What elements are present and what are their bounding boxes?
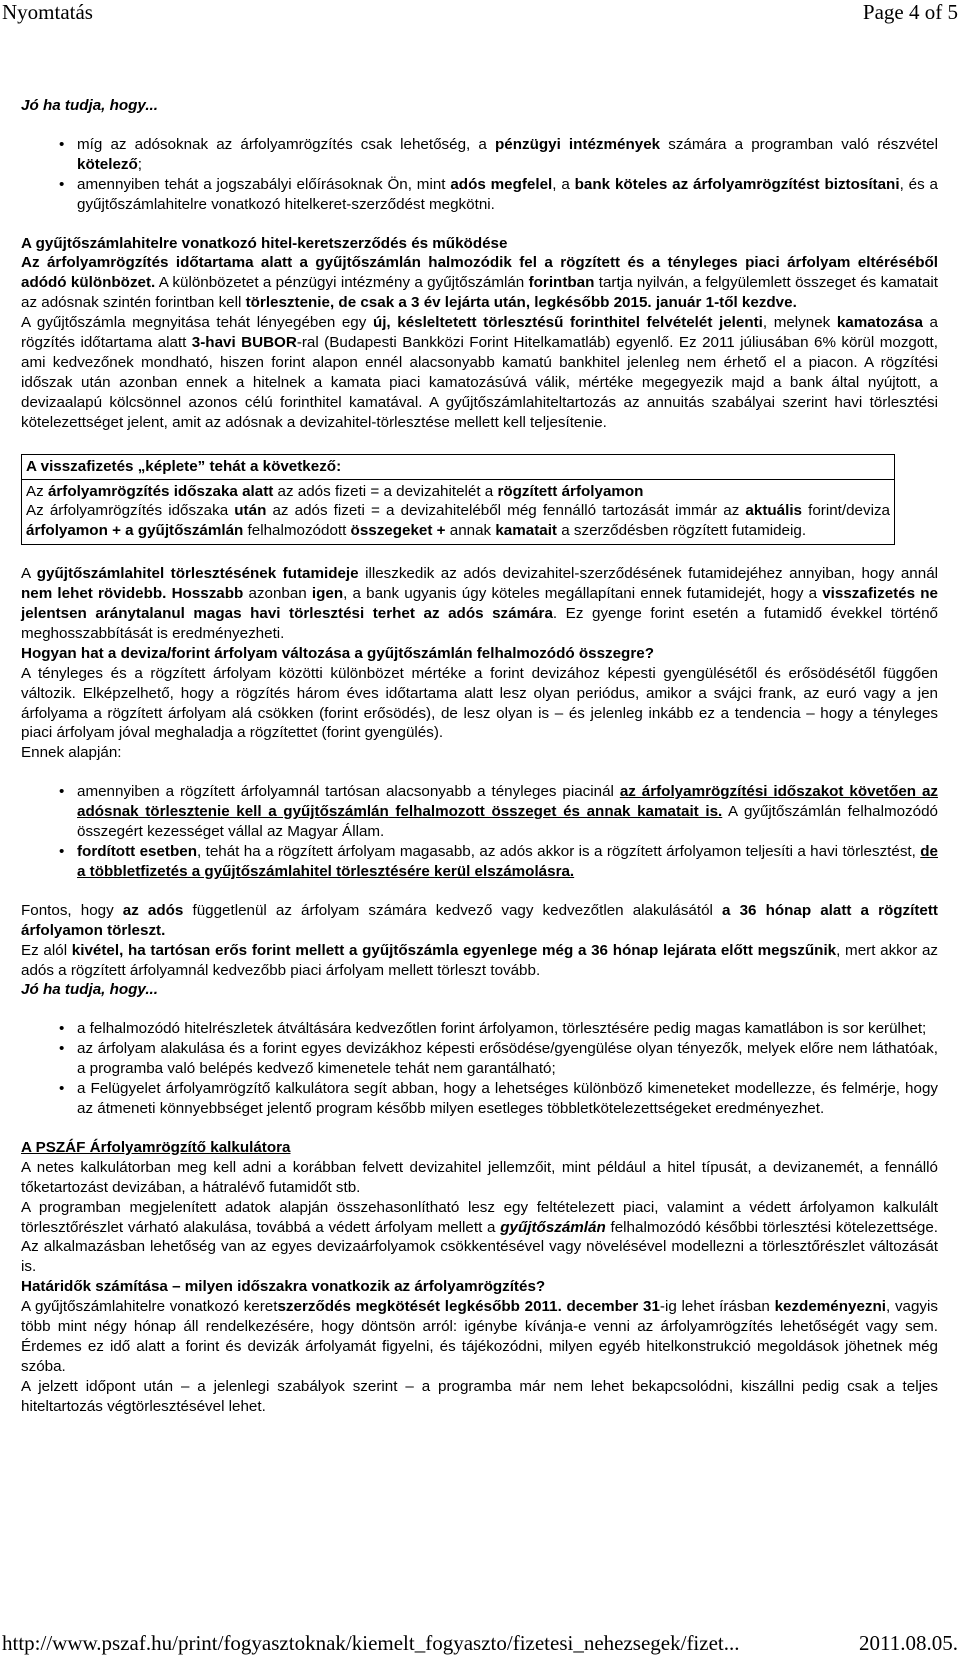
paragraph: A jelzett időpont után – a jelenlegi szabályok szerint – a programba már nem lehet bekapcsolódni, kiszállni pedig csak a teljes hiteltartozás végtörlesztésével lehet. xyxy=(21,1377,938,1415)
section-title: A PSZÁF Árfolyamrögzítő kalkulátora xyxy=(21,1138,291,1156)
paragraph: Fontos, hogy az adós függetlenül az árfolyam számára kedvező vagy kedvezőtlen alakulásától a 36 hónap alatt a rögzített árfolyamon törleszt. xyxy=(21,901,938,939)
list-item: • a felhalmozódó hitelrészletek átváltására kedvezőtlen forint árfolyamon, törlesztésére pedig magas kamatlábon is sor kerülhet; xyxy=(21,1019,938,1039)
bullet-list xyxy=(21,135,938,215)
document-body xyxy=(21,96,938,1417)
paragraph: Ennek alapján: xyxy=(21,744,122,762)
section-heading: Jó ha tudja, hogy... xyxy=(21,981,158,999)
paragraph: A gyűjtőszámlahitel törlesztésének futamideje illeszkedik az adós devizahitel-szerződésének futamidejéhez annyiban, hogy annál nem lehet rövidebb. Hosszabb azonban igen, a bank ugyanis úgy köteles megállapítani ennek futamidejét, hogy a visszafizetés ne jelentsen aránytalanul magas havi törlesztési terhet az adós számára. Ez gyenge forint esetén a futamidő évekkel történő meghosszabbítását is eredményezheti. xyxy=(21,565,939,642)
print-footer xyxy=(0,1628,960,1658)
paragraph: A gyűjtőszámla megnyitása tehát lényegében egy új, késleltetett törlesztésű forinthitel felvételét jelenti, melynek kamatozása a rögzítés időtartama alatt 3-havi BUBOR-ral (Budapesti Bankközi Forint Hitelkamatláb) egyenlő. Ez 2011 júliusában 6% körül mozgott, ami kedvezőnek mondható, hiszen forint alapon ennél alacsonyabb kamatú bankhitel jelenleg nem érhető el a piacon. A rögzítési időszak után azonban ennek a hitelnek a kamata piaci kamatozásúvá válik, mértéke megegyezik majd a bank által nyújtott, a devizaalapú kölcsönnel azonos célú forinthitel kamatával. A gyűjtőszámlahiteltartozás az annuitás szabályai szerint havi törlesztési kötelezettséget jelent, amit az adósnak a devizahitel-törlesztése mellett kell teljesítenie. xyxy=(21,314,939,431)
page-url: http://www.pszaf.hu/print/fogyasztoknak/kiemelt_fogyaszto/fizetesi_nehezsegek/fizet... xyxy=(2,1631,740,1655)
bullet-list xyxy=(21,782,938,882)
header-title: Nyomtatás xyxy=(2,0,93,24)
list-item: • a Felügyelet árfolyamrögzítő kalkulátora segít abban, hogy a lehetséges különböző kimeneteket modellezze, és felmérje, hogy az átmeneti könnyebbséget jelentő program később milyen esetleges többletkötelezettségeket eredményezhet. xyxy=(21,1079,938,1119)
paragraph: Ez alól kivétel, ha tartósan erős forint mellett a gyűjtőszámla egyenlege még a 36 hónap lejárata előtt megszűnik, mert akkor az adós a rögzített árfolyamnál kedvezőbb piaci árfolyam mellett törleszt tovább. xyxy=(21,941,939,979)
list-item: • míg az adósoknak az árfolyamrögzítés csak lehetőség, a pénzügyi intézmények számára a programban való részvétel kötelező; xyxy=(21,135,938,175)
list-item: • fordított esetben, tehát ha a rögzített árfolyam magasabb, az adós akkor is a rögzített árfolyamon teljesíti a havi törlesztést, de a többletfizetés a gyűjtőszámlahitel törlesztésére kerül elszámolásra. xyxy=(21,842,938,882)
paragraph: A tényleges és a rögzített árfolyam közötti különbözet mértéke a forint devizához képesti gyengülésétől és erősödésétől függően változik. Elképzelhető, hogy a rögzítés három éves időtartama alatt lesz olyan periódus, amikor a svájci frank, az euró vagy a jen árfolyama a rögzített árfolyam alá csökken (forint erősödés), de lesz olyan is – és jelenleg inkább ez a tendencia – hogy a tényleges piaci árfolyam jóval meghaladja a rögzítettet (forint gyengülés). xyxy=(21,664,938,742)
section-title: A gyűjtőszámlahitelre vonatkozó hitel-keretszerződés és működése xyxy=(21,234,508,252)
bullet-list xyxy=(21,1019,938,1119)
paragraph: A programban megjelenített adatok alapján összehasonlítható lesz egy feltételezett piaci, valamint a védett árfolyamon kalkulált törlesztőrészlet várható alakulása, továbbá a védett árfolyam mellett a gyűjtőszámlán felhalmozódó későbbi törlesztési kötelezettsége. Az alkalmazásban lehetőség van az egyes devizaárfolyamok csökkentésével vagy növelésével modellezni a törlesztőrészlet változását is. xyxy=(21,1198,939,1276)
formula-line: Az árfolyamrögzítés időszaka után az adós fizeti = a devizahiteléből még fennálló tartozását immár az aktuális forint/deviza árfolyamon + a gyűjtőszámlán felhalmozódott összegeket + annak kamatait a szerződésben rögzített futamideig. xyxy=(26,502,890,540)
formula-line: Az árfolyamrögzítés időszaka alatt az adós fizeti = a devizahitelét a rögzített árfolyamon xyxy=(26,482,644,500)
list-item: • amennyiben tehát a jogszabályi előírásoknak Ön, mint adós megfelel, a bank köteles az árfolyamrögzítést biztosítani, és a gyűjtőszámlahitelre vonatkozó hitelkeret-szerződést megkötni. xyxy=(21,175,938,215)
formula-box-title: A visszafizetés „képlete” tehát a következő: xyxy=(22,455,894,480)
list-item: • amennyiben a rögzített árfolyamnál tartósan alacsonyabb a tényleges piacinál az árfolyamrögzítési időszakot követően az adósnak törlesztenie kell a gyűjtőszámlán felhalmozott összeget és annak kamatait is. A gyűjtőszámlán felhalmozódó összegért kezességet vállal az Magyar Állam. xyxy=(21,782,938,842)
paragraph: Az árfolyamrögzítés időtartama alatt a gyűjtőszámlán halmozódik fel a rögzített és a tényleges piaci árfolyam eltéréséből adódó különbözet. A különbözetet a pénzügyi intézmény a gyűjtőszámlán forintban tartja nyilván, a felgyülemlett összeget és kamatait az adósnak szintén forintban kell törlesztenie, de csak a 3 év lejárta után, legkésőbb 2015. január 1-től kezdve. xyxy=(21,254,938,312)
paragraph: A netes kalkulátorban meg kell adni a korábban felvett devizahitel jellemzőit, mint például a hitel típusát, a devizanemét, a fennálló tőketartozást devizában, a hátralévő futamidőt stb. xyxy=(21,1158,938,1196)
question-heading: Hogyan hat a deviza/forint árfolyam változása a gyűjtőszámlán felhalmozódó összegre? xyxy=(21,644,654,662)
print-date: 2011.08.05. xyxy=(859,1631,958,1655)
formula-box xyxy=(21,454,895,546)
section-heading: Jó ha tudja, hogy... xyxy=(21,97,158,114)
paragraph: A gyűjtőszámlahitelre vonatkozó keretszerződés megkötését legkésőbb 2011. december 31-ig lehet írásban kezdeményezni, vagyis több mint négy hónap áll rendelkezésére, hogy döntsön arról: igénybe kívánja-e venni az árfolyamrögzítés lehetőségét vagy sem. Érdemes ez idő alatt a forint és devizák árfolyamát figyelni, és tájékozódni, milyen egyéb hitelkonstrukció megoldások jöhetnek még szóba. xyxy=(21,1298,938,1375)
list-item: • az árfolyam alakulása és a forint egyes devizákhoz képesti erősödése/gyengülése olyan tényezők, melyek előre nem láthatóak, a programba való belépés kedvező kimenetele tehát nem garantálható; xyxy=(21,1039,938,1079)
question-heading: Határidők számítása – milyen időszakra vonatkozik az árfolyamrögzítés? xyxy=(21,1278,546,1296)
print-header xyxy=(0,0,960,30)
page-number: Page 4 of 5 xyxy=(862,0,958,24)
formula-box-body xyxy=(22,480,894,545)
